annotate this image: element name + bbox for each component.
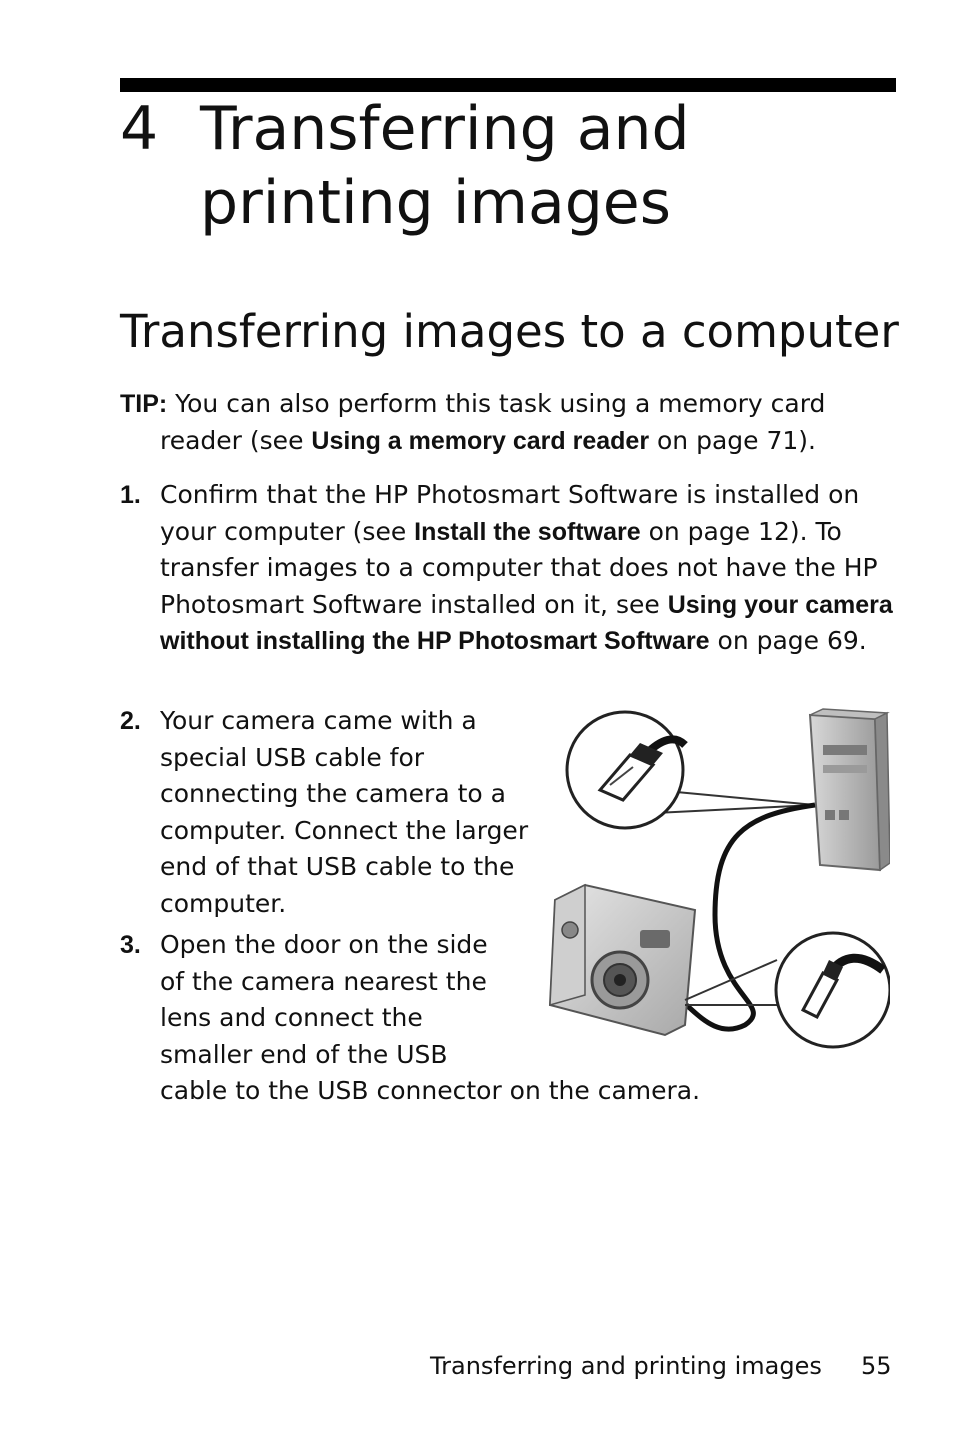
digital-camera-icon [550, 885, 695, 1035]
step-1-text [160, 477, 900, 660]
computer-tower-icon [810, 709, 890, 870]
step-1-link-without-software[interactable]: Using your camera without installing the HP Photosmart Software [160, 590, 893, 655]
step-1-number: 1. [120, 481, 141, 509]
tip-text-b: reader (see [160, 425, 312, 455]
tip-link-memory-card-reader[interactable]: Using a memory card reader [311, 426, 650, 455]
step-1-link-install-software[interactable]: Install the software [414, 517, 641, 546]
step-3-text-b: cable to the USB connector on the camera. [160, 1076, 701, 1105]
chapter-top-rule [120, 78, 896, 92]
chapter-title-line-2: printing images [200, 168, 671, 238]
step-1-text-c: on page 69. [709, 626, 867, 655]
chapter-title [200, 92, 890, 240]
tip-block [120, 386, 900, 459]
chapter-title-line-1: Transferring and [200, 94, 690, 164]
step-1-text-b: on page 12). To transfer images to a computer that does not have the HP Photosmart Software installed on it, see [160, 516, 878, 619]
chapter-number: 4 [120, 94, 159, 164]
step-3-number: 3. [120, 931, 141, 959]
tip-text-a: You can also perform this task using a memory card [175, 389, 826, 418]
usb-connection-illustration [545, 705, 890, 1050]
step-1-text-a: Confirm that the HP Photosmart Software is installed on your computer (see [160, 480, 860, 546]
step-2-text: Your camera came with a special USB cable for connecting the camera to a computer. Connect the larger end of that USB cable to the computer. [160, 706, 529, 918]
footer-chapter-title: Transferring and printing images [430, 1352, 822, 1380]
tip-label: TIP: [120, 390, 168, 418]
step-2-number: 2. [120, 707, 141, 735]
mini-usb-plug-closeup-icon [685, 933, 890, 1047]
section-heading: Transferring images to a computer [120, 305, 899, 358]
footer-page-number: 55 [861, 1352, 892, 1380]
step-3-text-a: Open the door on the side of the camera nearest the lens and connect the smaller end of the USB [160, 930, 488, 1069]
tip-text-c: on page 71). [649, 425, 816, 455]
